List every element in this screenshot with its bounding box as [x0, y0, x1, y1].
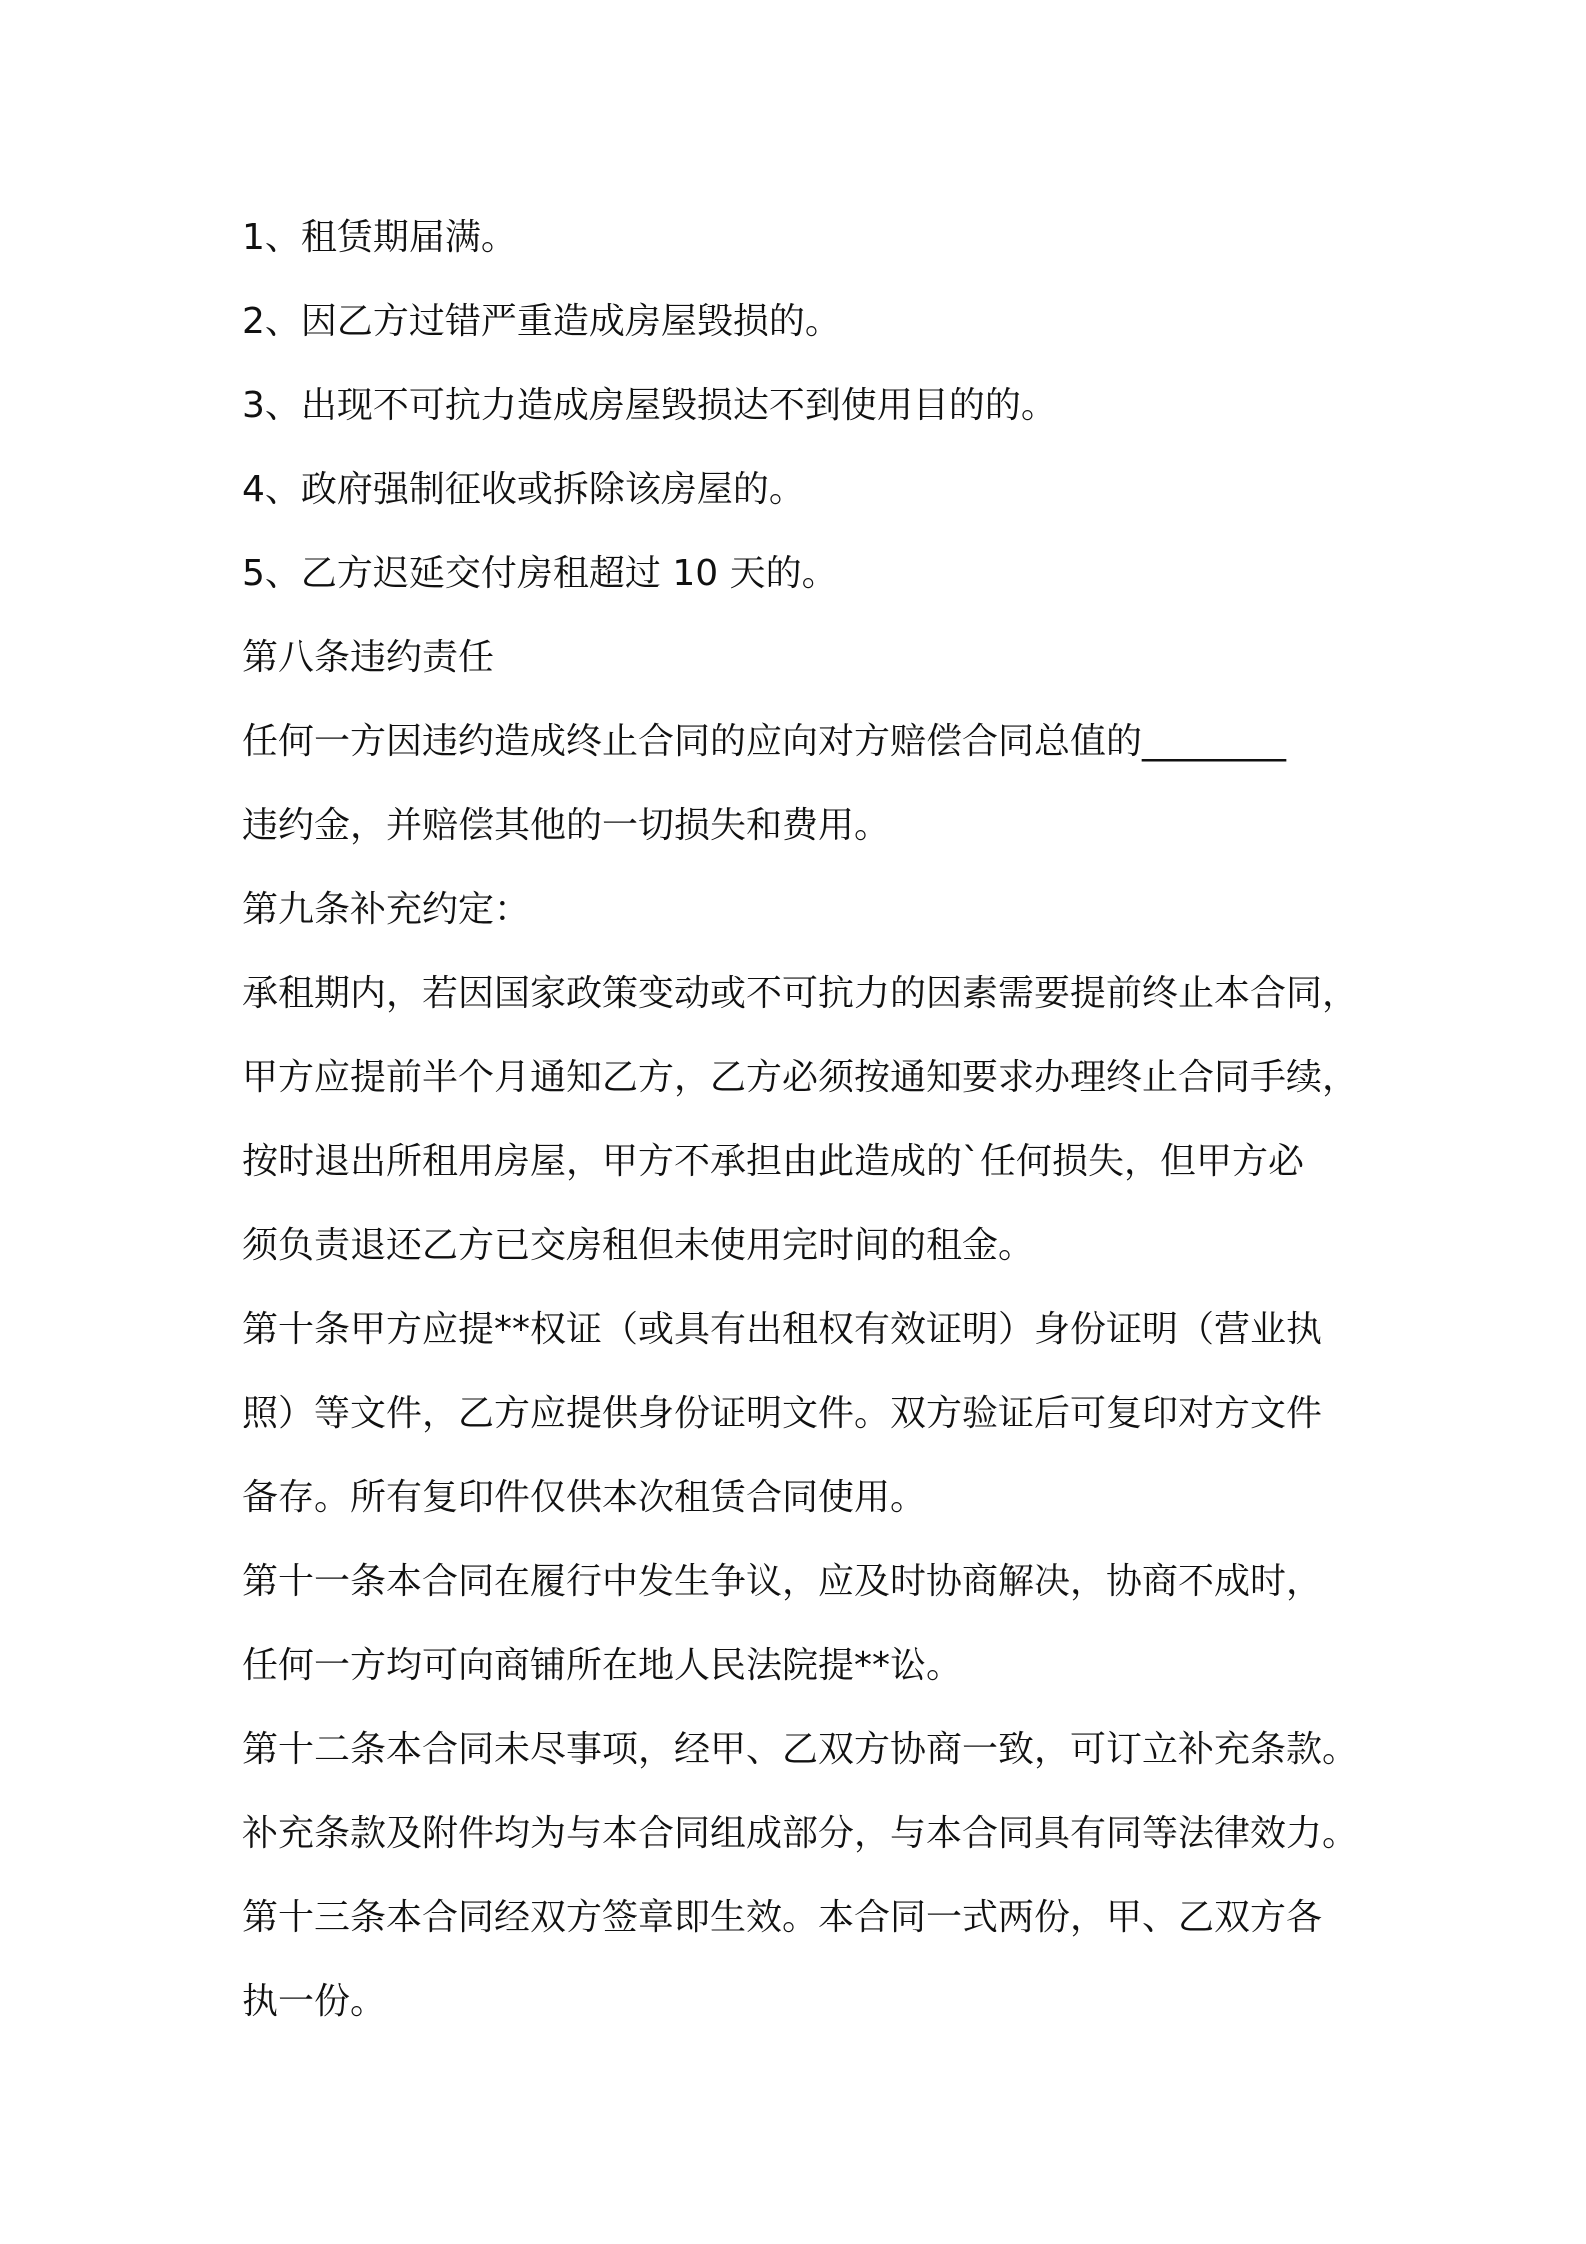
article-10-text-line: 照）等文件，乙方应提供身份证明文件。双方验证后可复印对方文件 — [242, 1393, 1323, 1434]
article-11-text-line: 任何一方均可向商铺所在地人民法院提**讼。 — [242, 1645, 963, 1686]
article-13-text-line: 执一份。 — [242, 1981, 387, 2022]
list-item: 1、租赁期届满。 — [242, 217, 517, 258]
article-13-effectiveness — [242, 1876, 1362, 2044]
article-9-text-line: 按时退出所租用房屋，甲方不承担由此造成的`任何损失，但甲方必 — [242, 1141, 1305, 1182]
article-12-matters — [242, 1708, 1362, 1876]
list-item: 2、因乙方过错严重造成房屋毁损的。 — [242, 301, 841, 342]
article-13-text-line: 第十三条本合同经双方签章即生效。本合同一式两份，甲、乙双方各 — [242, 1897, 1323, 1938]
article-9-text-line: 承租期内，若因国家政策变动或不可抗力的因素需要提前终止本合同， — [242, 973, 1359, 1014]
article-10-text-line: 第十条甲方应提**权证（或具有出租权有效证明）身份证明（营业执 — [242, 1309, 1323, 1350]
list-item: 3、出现不可抗力造成房屋毁损达不到使用目的的。 — [242, 385, 1057, 426]
article-11-disputes — [242, 1540, 1362, 1708]
article-12-text-line: 补充条款及附件均为与本合同组成部分，与本合同具有同等法律效力。 — [242, 1813, 1359, 1854]
article-11-text-line: 第十一条本合同在履行中发生争议，应及时协商解决，协商不成时， — [242, 1561, 1323, 1602]
list-item: 5、乙方迟延交付房租超过 10 天的。 — [242, 553, 838, 594]
article-9-supplementary — [242, 868, 1362, 1288]
article-9-text-line: 须负责退还乙方已交房租但未使用完时间的租金。 — [242, 1225, 1035, 1266]
list-item: 4、政府强制征收或拆除该房屋的。 — [242, 469, 805, 510]
termination-conditions-list — [242, 196, 1362, 616]
article-8-liability — [242, 616, 1362, 868]
article-8-heading: 第八条违约责任 — [242, 637, 495, 678]
article-10-text-line: 备存。所有复印件仅供本次租赁合同使用。 — [242, 1477, 927, 1518]
article-9-heading: 第九条补充约定： — [242, 889, 531, 930]
article-8-text-line: 违约金，并赔偿其他的一切损失和费用。 — [242, 805, 891, 846]
article-9-text-line: 甲方应提前半个月通知乙方，乙方必须按通知要求办理终止合同手续， — [242, 1057, 1359, 1098]
article-10-documents — [242, 1288, 1362, 1540]
article-8-text-line: 任何一方因违约造成终止合同的应向对方赔偿合同总值的________ — [242, 721, 1287, 762]
article-12-text-line: 第十二条本合同未尽事项，经甲、乙双方协商一致，可订立补充条款。 — [242, 1729, 1359, 1770]
document-body — [242, 196, 1362, 2044]
